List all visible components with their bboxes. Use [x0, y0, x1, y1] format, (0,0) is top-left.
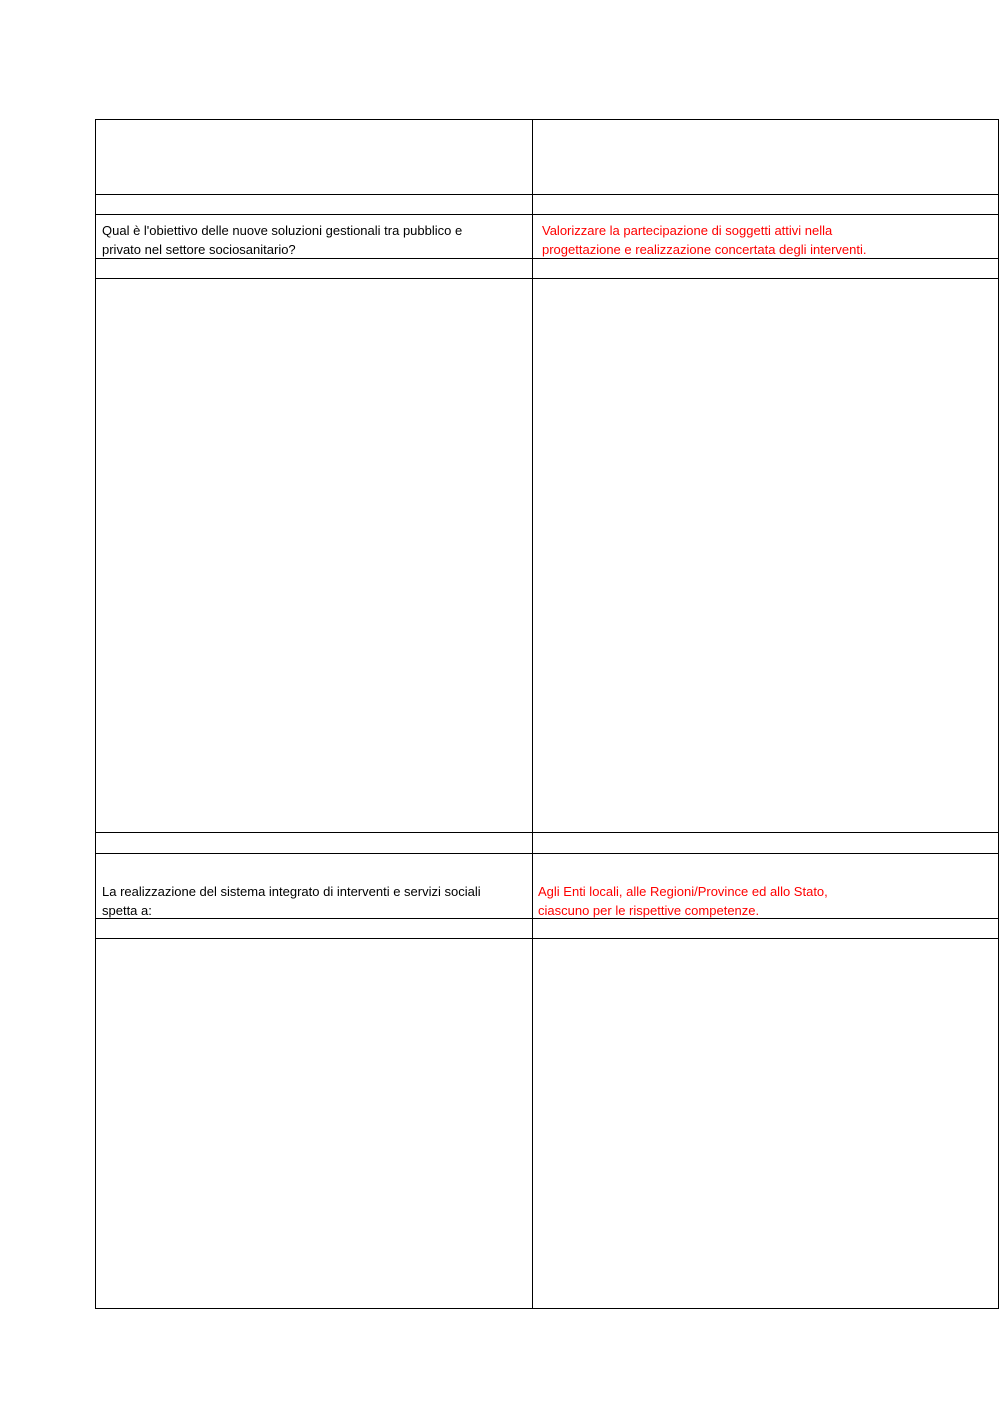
row-divider — [96, 853, 998, 854]
answer-line: progettazione e realizzazione concertata degli interventi. — [542, 242, 867, 257]
question-line: spetta a: — [102, 903, 152, 918]
row-divider — [96, 194, 998, 195]
answer-line: Valorizzare la partecipazione di soggetti attivi nella — [542, 223, 833, 238]
row-divider — [96, 214, 998, 215]
answer-line: Agli Enti locali, alle Regioni/Province ed allo Stato, — [538, 884, 828, 899]
answer-line: ciascuno per le rispettive competenze. — [538, 903, 760, 918]
column-divider — [532, 120, 533, 1308]
row-divider — [96, 832, 998, 833]
answer-cell — [542, 221, 866, 259]
question-line: La realizzazione del sistema integrato di interventi e servizi sociali — [102, 884, 481, 899]
row-divider — [96, 938, 998, 939]
row-divider — [96, 278, 998, 279]
qa-table — [95, 119, 999, 1309]
question-cell — [102, 882, 481, 920]
question-line: Qual è l'obiettivo delle nuove soluzioni gestionali tra pubblico e — [102, 223, 463, 238]
question-line: privato nel settore sociosanitario? — [102, 242, 296, 257]
answer-cell — [538, 882, 828, 920]
question-cell — [102, 221, 462, 259]
